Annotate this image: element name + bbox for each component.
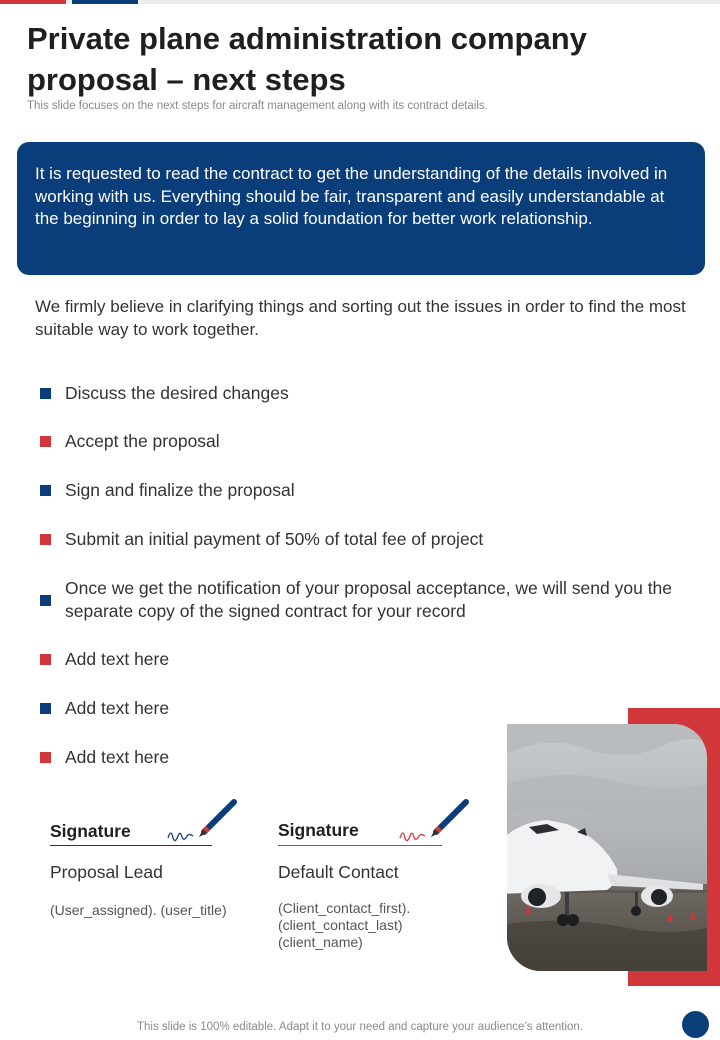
top-accent-blue xyxy=(72,0,138,4)
signature-role: Proposal Lead xyxy=(50,862,163,882)
signature-detail-line: (Client_contact_first). xyxy=(278,900,411,916)
signature-label: Signature xyxy=(50,821,131,841)
list-item xyxy=(40,577,680,623)
top-accent-red xyxy=(0,0,66,4)
list-item xyxy=(40,648,700,671)
signature-detail-line: (User_assigned). (user_title) xyxy=(50,902,227,918)
contract-banner xyxy=(17,142,705,275)
page-subtitle: This slide focuses on the next steps for aircraft management along with its contract details. xyxy=(27,100,488,112)
signature-detail-line: (client_contact_last) xyxy=(278,917,403,933)
signature-underline xyxy=(50,845,212,846)
list-item-text: Submit an initial payment of 50% of total fee of project xyxy=(65,529,484,549)
signature-role: Default Contact xyxy=(278,862,399,882)
banner-text: It is requested to read the contract to get the understanding of the details involved in working with us. Everything should be fair, transparent and easily understandable at the beginning in order to lay a solid foundation for better work relationship. xyxy=(35,164,668,228)
list-item-text: Once we get the notification of your proposal acceptance, we will send you the separate copy of the signed contract for your record xyxy=(65,578,673,621)
bullet-square-icon xyxy=(40,485,51,496)
bullet-square-icon xyxy=(40,654,51,665)
intro-paragraph: We firmly believe in clarifying things and sorting out the issues in order to find the most suitable way to work together. xyxy=(35,297,686,339)
list-item xyxy=(40,479,700,502)
airplane-icon xyxy=(507,724,707,971)
airplane-photo xyxy=(507,724,707,971)
list-item-text: Accept the proposal xyxy=(65,431,220,451)
list-item xyxy=(40,430,700,453)
list-item-text: Add text here xyxy=(65,649,170,669)
signature-detail-line: (client_name) xyxy=(278,934,363,950)
list-item-text: Add text here xyxy=(65,698,170,718)
list-item-text: Sign and finalize the proposal xyxy=(65,480,295,500)
bullet-square-icon xyxy=(40,534,51,545)
bullet-square-icon xyxy=(40,595,51,606)
list-item xyxy=(40,382,700,405)
signature-label: Signature xyxy=(278,820,359,840)
page-title: Private plane administration company proposal – next steps xyxy=(27,21,587,97)
bullet-square-icon xyxy=(40,388,51,399)
pen-signature-icon xyxy=(396,798,476,848)
top-accent-bar xyxy=(0,0,720,4)
list-item-text: Discuss the desired changes xyxy=(65,383,289,403)
page-indicator-dot xyxy=(682,1011,709,1038)
signature-details xyxy=(50,902,227,919)
list-item xyxy=(40,528,700,551)
signature-details xyxy=(278,900,410,951)
bullet-square-icon xyxy=(40,703,51,714)
bullet-square-icon xyxy=(40,752,51,763)
list-item-text: Add text here xyxy=(65,747,170,767)
pen-signature-icon xyxy=(162,798,242,848)
signature-underline xyxy=(278,845,442,846)
list-item xyxy=(40,697,700,720)
footer-note: This slide is 100% editable. Adapt it to your need and capture your audience’s attention. xyxy=(136,1021,584,1033)
bullet-square-icon xyxy=(40,436,51,447)
